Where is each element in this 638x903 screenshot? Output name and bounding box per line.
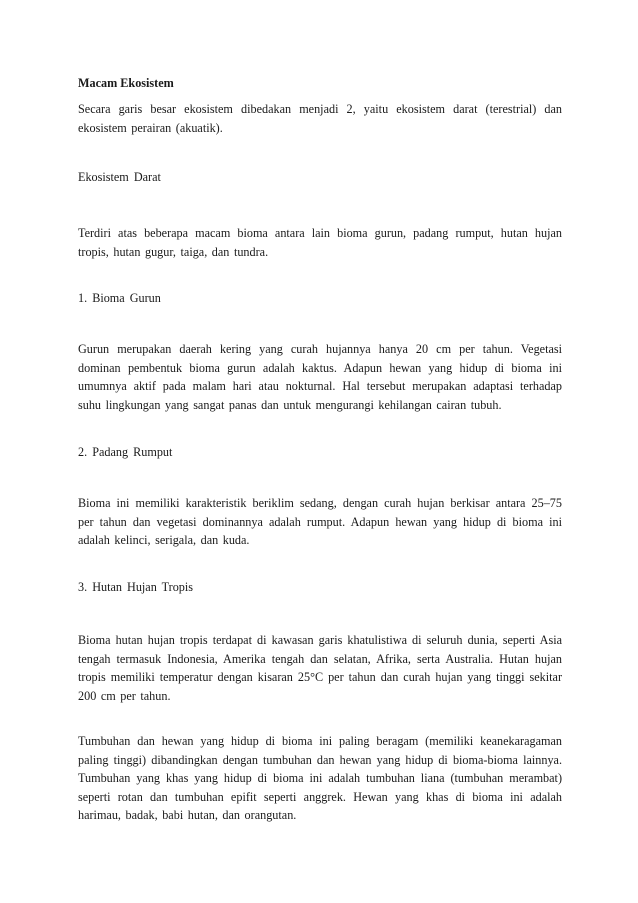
paragraph-line: suhu lingkungan yang sangat panas dan untuk mengurangi kehilangan cairan tubuh.	[78, 397, 502, 412]
hutan-paragraph-2	[78, 732, 562, 825]
paragraph-line: dominan pembentuk bioma gurun adalah kaktus. Adapun hewan yang hidup di bioma ini	[78, 360, 562, 375]
paragraph-line: per tahun dan vegetasi dominannya adalah rumput. Adapun hewan yang hidup di bioma ini	[78, 514, 562, 529]
paragraph-line: tropis memiliki temperatur dengan kisaran 25°C per tahun dan curah hujan yang tinggi sekitar	[78, 670, 562, 684]
paragraph-line: Gurun merupakan daerah kering yang curah hujannya hanya 20 cm per tahun. Vegetasi	[78, 342, 562, 356]
paragraph-line: adalah kelinci, serigala, dan kuda.	[78, 533, 250, 547]
paragraph-line: Tumbuhan yang khas yang hidup di bioma ini adalah tumbuhan liana (tumbuhan merambat)	[78, 771, 562, 785]
paragraph-line: seperti rotan dan tumbuhan epifit seperti anggrek. Hewan yang khas di bioma ini adalah	[78, 789, 562, 804]
paragraph-line: paling tinggi) dibandingkan dengan tumbuhan dan hewan yang hidup di bioma-bioma lainnya.	[78, 752, 562, 767]
paragraph-line: Bioma hutan hujan tropis terdapat di kawasan garis khatulistiwa di seluruh dunia, seperti Asia	[78, 633, 562, 647]
document-title: Macam Ekosistem	[78, 76, 174, 90]
paragraph-line: 200 cm per tahun.	[78, 688, 171, 703]
heading-padang-rumput: 2. Padang Rumput	[78, 445, 173, 459]
paragraph-line: harimau, badak, babi hutan, dan orangutan.	[78, 808, 297, 822]
intro-line: Secara garis besar ekosistem dibedakan menjadi 2, yaitu ekosistem darat (terestrial) dan	[78, 102, 562, 116]
paragraph-line: Tumbuhan dan hewan yang hidup di bioma ini paling beragam (memiliki keanekaragaman	[78, 734, 562, 748]
paragraph-line: Bioma ini memiliki karakteristik beriklim sedang, dengan curah hujan berkisar antara 25–75	[78, 496, 562, 510]
intro-line: ekosistem perairan (akuatik).	[78, 120, 223, 135]
hutan-paragraph-1	[78, 631, 562, 705]
paragraph-line: umumnya aktif pada malam hari atau nokturnal. Hal tersebut merupakan adaptasi terhadap	[78, 379, 562, 393]
padang-paragraph	[78, 494, 562, 550]
heading-bioma-gurun: 1. Bioma Gurun	[78, 291, 161, 305]
section-heading-darat: Ekosistem Darat	[78, 170, 161, 184]
gurun-paragraph	[78, 340, 562, 414]
paragraph-line: tropis, hutan gugur, taiga, dan tundra.	[78, 244, 269, 259]
darat-paragraph	[78, 224, 562, 261]
paragraph-line: Terdiri atas beberapa macam bioma antara lain bioma gurun, padang rumput, hutan hujan	[78, 226, 562, 240]
paragraph-line: tengah termasuk Indonesia, Amerika tengah dan selatan, Afrika, serta Australia. Hutan hujan	[78, 651, 562, 666]
heading-hutan-hujan-tropis: 3. Hutan Hujan Tropis	[78, 580, 194, 594]
intro-paragraph	[78, 100, 562, 137]
